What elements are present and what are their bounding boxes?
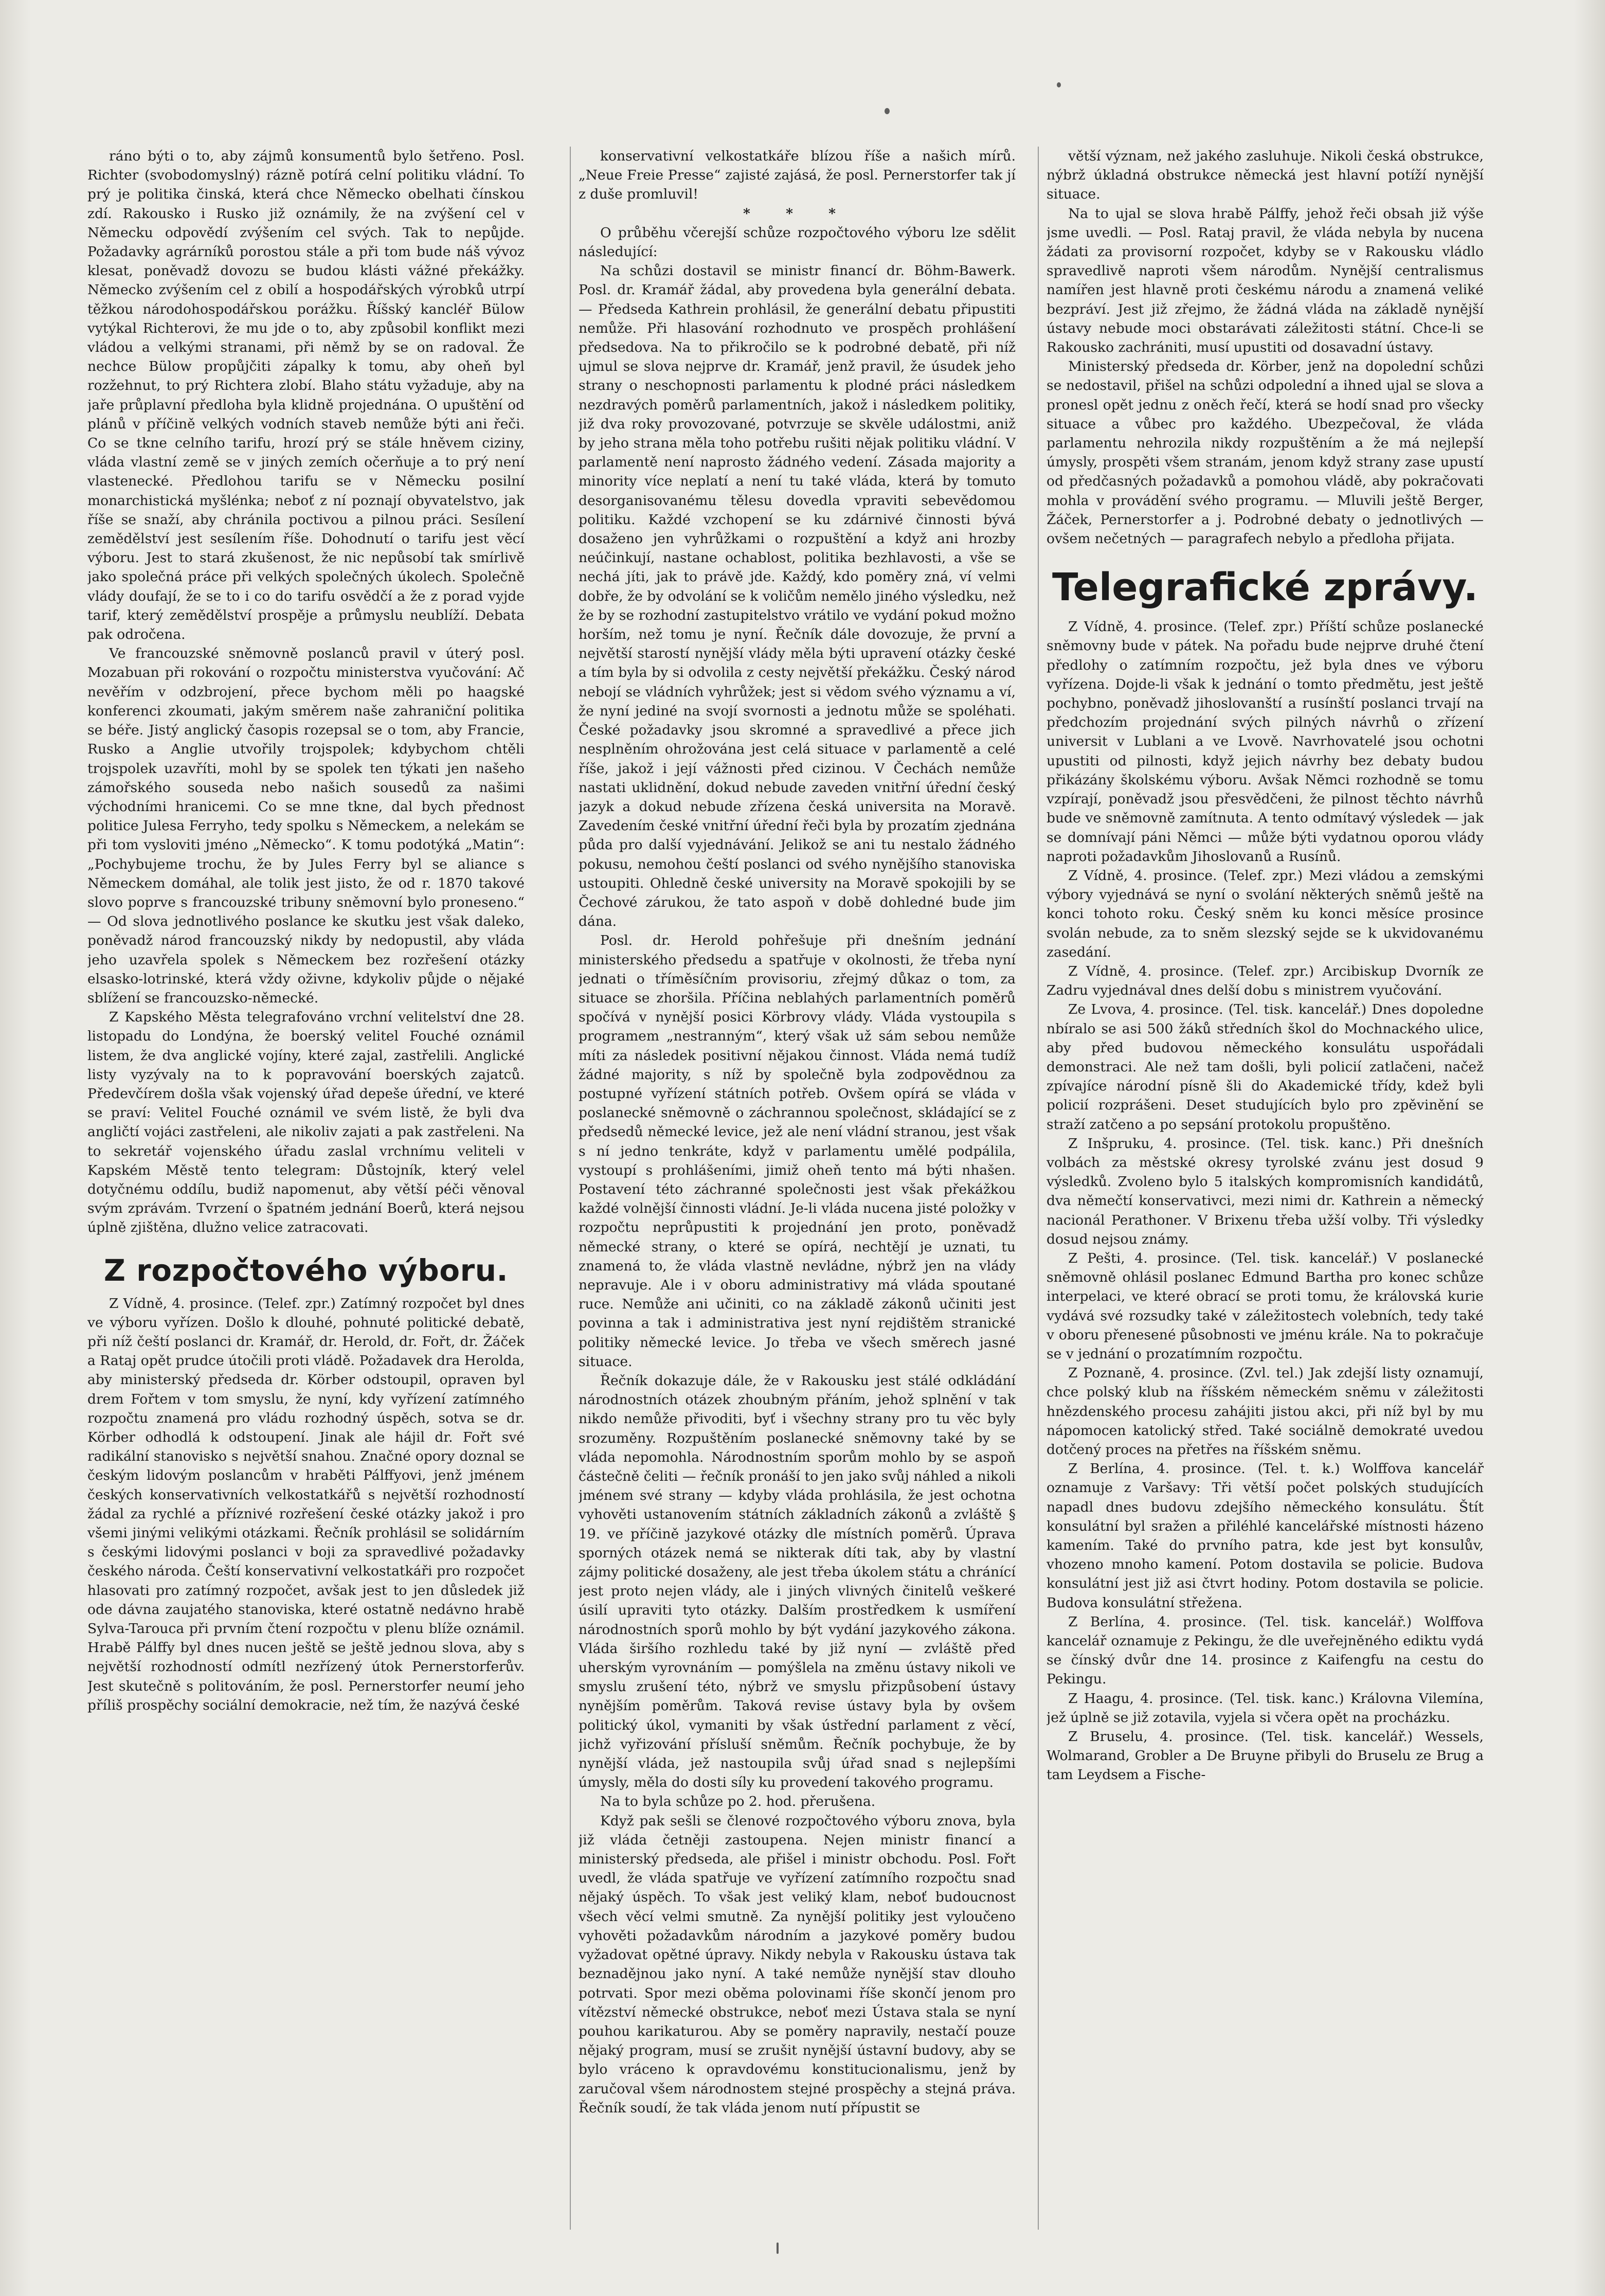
article-paragraph: Ministerský předseda dr. Körber, jenž na dopolední schůzi se nedostavil, přišel na schůzi odpolední a ihned ujal se slova a pronesl opět jednu z oněch řečí, která se hodí snad pro všecky situace a vůbec pro každého. Ubezpečoval, že vláda parlamentu nehrozila nikdy rozpuštěním a že má nejlepší úmysly, prospěti všem stranám, jenom když strany zase upustí od předčasných požadavků a pomohou vládě, aby pokračovati mohla v provádění svého programu. — Mluvili ještě Berger, Žáček, Pernerstorfer a j. Podrobné debaty o jednotlivých — ovšem nečetných — paragrafech nebylo a předloha přijata. (1047, 358, 1484, 547)
section-separator: * * * (743, 205, 852, 222)
section-heading-budget-committee: Z rozpočtového výboru. (103, 1252, 509, 1288)
article-paragraph: větší význam, než jakého zasluhuje. Nikoli česká obstrukce, nýbrž úkladná obstrukce německá jest hlavní potíží nynější situace. (1047, 148, 1484, 203)
column-2 (579, 147, 1016, 2230)
article-paragraph: konservativní velkostatkáře blízou říše a našich mírů. „Neue Freie Presse“ zajisté zajásá, že posl. Pernerstorfer tak jí z duše promluvil! (579, 148, 1016, 203)
column-divider (1038, 147, 1039, 2230)
ink-speck (777, 2243, 779, 2254)
article-paragraph: Ve francouzské sněmovně poslanců pravil v úterý posl. Mozabuan při rokování o rozpočtu ministerstva vyučování: Ač nevěřím v odzbrojení, přece bychom měli po haagské konferenci zkoumati, jakým směrem naše zahraniční politika se béře. Jistý anglický časopis rozepsal se o tom, aby Francie, Rusko a Anglie utvořily trojspolek; kdybychom chtěli trojspolek uzavříti, mohl by se spolek ten týkati jen našeho zámořského souseda nebo našich sousedů za našimi východními hranicemi. Co se mne tkne, dal bych přednost politice Julesa Ferryho, tedy spolku s Německem, a nelekám se při tom vysloviti jméno „Německo“. K tomu podotýká „Matin“: „Pochybujeme trochu, že by Jules Ferry byl se aliance s Německem domáhal, ale tolik jest jisto, že od r. 1870 takové slovo poprve s francouzské tribuny sněmovní bylo proneseno.“ — Od slova jednotlivého poslance ke skutku jest však daleko, poněvadž národ francouzský nikdy by nedopustil, aby vláda jeho uzavřela spolek s Německem bez rozřešení otázky elsasko-lotrinské, která vždy oživne, kdykoliv půjde o nějaké sblížení se francouzsko-německé. (87, 645, 525, 1006)
column-3 (1047, 147, 1484, 2230)
news-item: Z Berlína, 4. prosince. (Tel. tisk. kancelář.) Wolffova kancelář oznamuje z Pekingu, že dle uveřejněného ediktu vydá se čínský dvůr dne 14. prosince z Kaifengfu na cestu do Pekingu. (1047, 1613, 1484, 1688)
article-paragraph: Na to ujal se slova hrabě Pálffy, jehož řeči obsah již výše jsme uvedli. — Posl. Rataj pravil, že vláda nebyla by nucena žádati za provisorní rozpočet, kdyby se v Rakousku vládlo spravedlivě naproti všem národům. Nynější centralismus namířen jest hlavně proti českému národu a znamená veliké bezpráví. Jest již zřejmo, že žádná vláda na základě nynější ústavy nebude moci obstarávati záležitosti státní. Chce-li se Rakousko zachrániti, musí upustiti od dosavadní ústavy. (1047, 205, 1484, 356)
ink-speck (1057, 82, 1061, 87)
news-item: Z Vídně, 4. prosince. (Telef. zpr.) Příští schůze poslanecké sněmovny bude v pátek. Na pořadu bude nejprve druhé čtení předlohy o zatímním rozpočtu, jež byla dnes ve výboru vyřízena. Dojde-li však k jednání o tomto předmětu, jest ještě pochybno, poněvadž jihoslovanští a rusínští poslanci trvají na předchozím projednání svých pilných návrhů o zřízení universit v Lublani a ve Lvově. Navrhovatelé jsou ochotni upustiti od pilnosti, když jejich návrhy bez debaty budou přikázány školskému výboru. Avšak Němci rozhodně se tomu vzpírají, poněvadž jsou přesvědčeni, že pilnost těchto návrhů bude ve sněmovně zamítnuta. A tento odmítavý výsledek — jak se domnívají páni Němci — může býti vydatnou oporou vlády naproti požadavkům Jihoslovanů a Rusínů. (1047, 619, 1484, 865)
news-item: Z Pešti, 4. prosince. (Tel. tisk. kancelář.) V poslanecké sněmovně ohlásil poslanec Edmund Bartha pro konec schůze interpelaci, ve které obrací se proti tomu, že královská kurie vydává své rozsudky také v záležitostech volebních, tedy také v oboru přenesené působnosti ve jménu krále. Na to pokračuje se v jednání o prozatímním rozpočtu. (1047, 1250, 1484, 1362)
news-item: Z Bruselu, 4. prosince. (Tel. tisk. kancelář.) Wessels, Wolmarand, Grobler a De Bruyne přibyli do Bruselu ze Brug a tam Leydsem a Fische- (1047, 1729, 1484, 1783)
column-1 (87, 147, 525, 2230)
article-paragraph: Když pak sešli se členové rozpočtového výboru znova, byla již vláda četněji zastoupena. Nejen ministr financí a ministerský předseda, ale přišel i ministr obchodu. Posl. Fořt uvedl, že vláda spatřuje ve vyřízení zatímního rozpočtu snad nějaký úspěch. To však jest veliký klam, neboť budoucnost všech věcí velmi smutně. Za nynější politiky jest vyloučeno vyhověti požadavkům národním a jazykové poměry budou vyžadovat opětné úpravy. Nikdy nebyla v Rakousku ústava tak beznadějnou jako nyní. A také nemůže nynější stav dlouho potrvati. Spor mezi oběma polovinami říše skončí jenom pro vítězství německé obstrukce, neboť mezi Ústava stala se nyní pouhou karikaturou. Aby se poměry napravily, nestačí pouze nějaký program, musí se zrušit nynější ústavní budovy, aby se bylo vráceno k opravdovému konstitucionalismu, jenž by zaručoval všem národnostem stejné prospěchy a stejná práva. Řečník soudí, že tak vláda jenom nutí přípustit se (579, 1813, 1016, 2116)
article-paragraph: Řečník dokazuje dále, že v Rakousku jest stálé odkládání národnostních otázek zhoubným přáním, jehož splnění v tak nikdo nemůže přivoditi, byť i všechny strany pro tu věc byly srozuměny. Rozpuštěním poslanecké sněmovny také by se vláda nepomohla. Národnostním sporům mohlo by se aspoň částečně čeliti — řečník pronáší to jen jako svůj náhled a nikoli jménem své strany — kdyby vláda prohlásila, že jest ochotna vyhověti ustanovením státních základních zákonů a zvláště § 19. ve příčině jazykové otázky dle místních poměrů. Úprava sporných otázek nemá se nikterak díti tak, aby by vlastní zájmy politické dosaženy, ale jest třeba úkolem státu a chránící jest proto nejen vlády, ale i jiných vlivných činitelů veškeré úsilí upraviti tyto otázky. Dalším prostředkem k usmíření národnostních sporů mohlo by být vydání jazykového zákona. Vláda širšího rozhledu také by již nyní — zvláště před uherským vyrovnáním — pomýšlela na změnu ústavy nikoli ve smyslu zrušení této, nýbrž ve smyslu přizpůsobení ústavy nynějším poměrům. Taková revise ústavy byla by ovšem politický úkol, vymaniti by však ústřední parlament z věcí, jichž vyřizování přísluší sněmům. Řečník pochybuje, že by nynější vláda, jež nastoupila svůj úřad snad s nejlepšími úmysly, měla do dosti síly ku provedení takového programu. (579, 1373, 1016, 1791)
article-paragraph: Na schůzi dostavil se ministr financí dr. Böhm-Bawerk. Posl. dr. Kramář žádal, aby provedena byla generální debata. — Předseda Kathrein prohlásil, že generální debatu připustiti nemůže. Při hlasování rozhodnuto ve prospěch prohlášení předsedova. Na to přikročilo se k podrobné debatě, při níž ujmul se slova nejprve dr. Kramář, jenž pravil, že úsudek jeho strany o neschopnosti parlamentu k plodné práci následkem nezdravých poměrů parlamentních, jakož i následkem politiky, již dva roky provozované, potvrzuje se skvěle událostmi, aniž by jeho strana měla toho potřebu rušiti nějak politiku vládní. V parlamentě není naprosto žádného vedení. Zásada majority a minority více neplatí a není tu také vláda, která by tomuto desorganisovanému tělesu dovedla vpraviti sebevědomou politiku. Každé vzchopení se ku zdárnivé činnosti bývá dosaženo jen vyhrůžkami o rozpuštění a když ani hrozby neúčinkují, nastane ochablost, politika bezhlavosti, a vše se nechá jíti, jak to právě jde. Každý, kdo poměry zná, ví velmi dobře, že by odvolání se k voličům nemělo jiného výsledku, než že by se rozhodní zastupitelstvo vrátilo ve vydání pokud možno horším, než tomu je nyní. Řečník dále dovozuje, že první a největší starostí nynější vlády měla býti upravení otázky české a tím byla by si odvolila z cesty největší překážku. Český národ nebojí se vládních vyhrůžek; jest si vědom svého významu a ví, že nyní jediné na svojí svornosti a jednotu může se spoléhati. České požadavky jsou skromné a spravedlivé a přece jich nesplněním ohrožována jest celá situace v parlamentě a celé říše, jakož i její vážnosti před cizinou. V Čechách nemůže nastati uklidnění, dokud nebude zaveden vnitřní úřední český jazyk a dokud nebude zřízena česká universita na Moravě. Zavedením české vnitřní úřední řeči byla by prozatím zjednána půda pro další vyjednávání. Jelikož se ani tu nestalo žádného pokusu, nemohou čeští poslanci od svého nynějšího stanoviska ustoupiti. Ohledně české university na Moravě spokojili by se Čechové zárukou, že tato aspoň v době dohledné bude jim dána. (579, 263, 1016, 930)
news-item: Z Vídně, 4. prosince. (Telef. zpr.) Arcibiskup Dvorník ze Zadru vyjednával dnes delší dobu s ministrem vyučování. (1047, 963, 1484, 999)
article-paragraph: Na to byla schůze po 2. hod. přerušena. (600, 1793, 876, 1810)
ink-speck (885, 108, 890, 114)
article-paragraph: Z Kapského Města telegrafováno vrchní velitelství dne 28. listopadu do Londýna, že boerský velitel Fouché oznámil listem, že dva anglické vojíny, které zajal, zastřelili. Anglické listy vyzývaly na to k popravování boerských zajatců. Předevčírem došla však vojenský úřad depeše úřední, ve které se praví: Velitel Fouché oznámil ve svém listě, že byli dva angličtí vojáci zastřeleni, ale nikoliv zajati a pak zastřeleni. Na to sekretář vojenského úřadu zaslal vrchnímu veliteli v Kapském Městě tento telegram: Důstojník, který velel dotyčnému oddílu, budiž napomenut, aby větší péči věnoval svým zprávám. Tvrzení o špatném jednání Boerů, která nejsou úplně zjištěna, dlužno velice zatracovati. (87, 1009, 525, 1236)
news-item: Z Poznaně, 4. prosince. (Zvl. tel.) Jak zdejší listy oznamují, chce polský klub na říšském německém sněmu v záležitosti hnězdenského procesu zahájiti jistou akci, při níž byl by mu nápomocen katolický střed. Také sociálně demokraté uvedou dotčený proces na přetřes na říšském sněmu. (1047, 1365, 1484, 1458)
section-heading-telegraphic-news: Telegrafické zprávy. (1052, 565, 1478, 610)
article-paragraph: O průběhu včerejší schůze rozpočtového výboru lze sdělit následující: (579, 224, 1016, 260)
news-item: Z Berlína, 4. prosince. (Tel. t. k.) Wolffova kancelář oznamuje z Varšavy: Tři větší počet polských studujících napadl dnes budovu zdejšího německého konsulátu. Štít konsulátní byl sražen a přiléhlé kancelářské místnosti házeno kamením. Také do prvního patra, kde jest byt konsulův, vhozeno mnoho kamení. Potom dostavila se policie. Budova konsulátní jest již asi čtvrt hodiny. Potom dostavila se policie. Budova konsulátní střežena. (1047, 1461, 1484, 1611)
article-paragraph: Posl. dr. Herold pohřešuje při dnešním jednání ministerského předsedu a spatřuje v okolnosti, že třeba nyní jednati o tříměsíčním provisoriu, zřejmý důkaz o tom, za situace se zhoršila. Příčina neblahých parlamentních poměrů spočívá v nynější posici Körbrovy vlády. Vláda vystoupila s programem „nestranným“, který však už sám sebou nemůže míti za následek positivní nějakou činnost. Vláda nemá tudíž žádné majority, s níž by společně byla zodpovědnou za postupné vyřízení státních potřeb. Ovšem opírá se vláda v poslanecké sněmovně o záchrannou společnost, skládající se z předsedů německé levice, jež ale není vládní stranou, jest však s ní jedno tenkráte, když v parlamentu umělé podpálila, vystoupí s prohlášeními, jimiž oheň tento má býti nhašen. Postavení této záchranné společnosti jest však překážkou každé volnější činnosti vládní. Je-li vláda nucena jisté položky v rozpočtu neprůpustiti k projednání jen proto, poněvadž německé strany, o které se opírá, nechtějí je uznati, tu znamená to, že vláda vlastně nevládne, nýbrž jen na vlády nepravuje. Ale i v oboru administrativy má vláda spoutané ruce. Nemůže ani učiniti, co na základě zákonů učiniti jest povinna a tak i administrativa jest nyní rejdištěm stranické politiky německé levice. Jo třeba ve všech směrech jasné situace. (579, 932, 1016, 1370)
article-paragraph: ráno býti o to, aby zájmů konsumentů bylo šetřeno. Posl. Richter (svobodomyslný) rázně potírá celní politiku vládní. To prý je politika činská, která chce Německo obelhati čínskou zdí. Rakousko i Rusko již oznámily, že na zvýšení cel v Německu odpovědí zvýšením cel svých. Tak to nepůjde. Požadavky agrárníků porostou stále a při tom bude náš vývoz klesat, poněvadž dovozu se budou klásti vážné překážky. Německo zvýšením cel z obilí a hospodářských výrobků utrpí těžkou národohospodářskou porážku. Říšský kancléř Bülow vytýkal Richterovi, že mu jde o to, aby způsobil konflikt mezi vládou a velkými stranami, při němž by se on radoval. Že nechce Bülow propůjčiti zápalky k tomu, aby oheň byl rozžehnut, to prý Richtera zlobí. Blaho státu vyžaduje, aby na jaře průplavní předloha byla klidně projednána. O upuštění od plánů v příčině velkých vodních staveb nemůže býti ani řeči. Co se tkne celního tarifu, hrozí prý se stále hněvem ciziny, vláda vlastní země se v jiných zemích očerňuje a to prý není vlastenecké. Předlohou tarifu se v Německu posilní monarchistická myšlénka; neboť z ní poznají obyvatelstvo, jak říše se snaží, aby chránila poctivou a pilnou práci. Sesílení zemědělství jest sesílením říše. Dohodnutí o tarifu jest věcí výboru. Jest to stará zkušenost, že nic nepůsobí tak smírlivě jako společná práce při velkých společných úkolech. Společně vlády doufají, že se to i co do tarifu osvědčí a že z porad vyjde tarif, který zemědělství prospěje a průmyslu neublíží. Debata pak odročena. (87, 148, 525, 643)
article-paragraph: Z Vídně, 4. prosince. (Telef. zpr.) Zatímný rozpočet byl dnes ve výboru vyřízen. Došlo k dlouhé, pohnuté politické debatě, při níž čeští poslanci dr. Kramář, dr. Herold, dr. Fořt, dr. Žáček a Rataj opět prudce útočili proti vládě. Požadavek dra Herolda, aby ministerský předseda dr. Körber odstoupil, opraven byl drem Fořtem v tom smyslu, že nyní, kdy vyřízení zatímného rozpočtu znamená pro vládu rozhodný úspěch, sotva se dr. Körber odhodlá k odstoupení. Jinak ale hájil dr. Fořt své radikální stanovisko s největší snahou. Značné opory doznal se českým lidovým poslancům v hraběti Pálffyovi, jenž jménem českých konservativních velkostatkářů s největší rozhodností žádal za rychlé a příznivé rozřešení české otázky jakož i pro všemi jinými velikými otázkami. Řečník prohlásil se solidárním s českými lidovými poslanci v boji za spravedlivé požadavky českého národa. Čeští konservativní velkostatkáři pro rozpočet hlasovati pro zatímný rozpočet, avšak jest to jen důsledek již ode dávna zaujatého stanoviska, které ostatně nedávno hrabě Sylva-Tarouca při prvním čtení rozpočtu v plenu blíže oznámil. Hrabě Pálffy byl dnes nucen ještě se ještě jednou slova, aby s největší rozhodností odmítl nezřízený útok Pernerstorferův. Jest skutečně s politováním, že posl. Pernerstorfer neumí jeho příliš prospěchy sociální demokracie, než tím, že nazývá české (87, 1295, 525, 1713)
news-item: Z Vídně, 4. prosince. (Telef. zpr.) Mezi vládou a zemskými výbory vyjednává se nyní o svolání některých sněmů ještě na konci tohoto roku. Český sněm ku konci měsíce prosince svolán nebude, za to sněm slezský sejde se k ukvidovanému zasedání. (1047, 867, 1484, 960)
column-divider (570, 147, 571, 2230)
news-item: Z Inšpruku, 4. prosince. (Tel. tisk. kanc.) Při dnešních volbách za městské okresy tyrolské zvánu jest dosud 9 výsledků. Zvoleno bylo 5 italských kompromisních kandidátů, dva němečtí konservativci, mezi nimi dr. Kathrein a německý nacionál Perathoner. V Brixenu třeba užší volby. Tři výsledky dosud nejsou známy. (1047, 1135, 1484, 1247)
news-item: Ze Lvova, 4. prosince. (Tel. tisk. kancelář.) Dnes dopoledne nbíralo se asi 500 žáků středních škol do Mochnackého ulice, aby před budovou německého konsulátu uspořádali demonstraci. Ale než tam došli, byli policií zatlačeni, načež zpívajíce národní písně šli do Akademické třídy, kdež byli policií rozprášeni. Deset studujících bylo pro zpěvinění se straží zatčeno a po sepsání protokolu propuštěno. (1047, 1001, 1484, 1133)
news-item: Z Haagu, 4. prosince. (Tel. tisk. kanc.) Královna Vilemína, jež úplně se již zotavila, vyjela si včera opět na procházku. (1047, 1690, 1484, 1726)
